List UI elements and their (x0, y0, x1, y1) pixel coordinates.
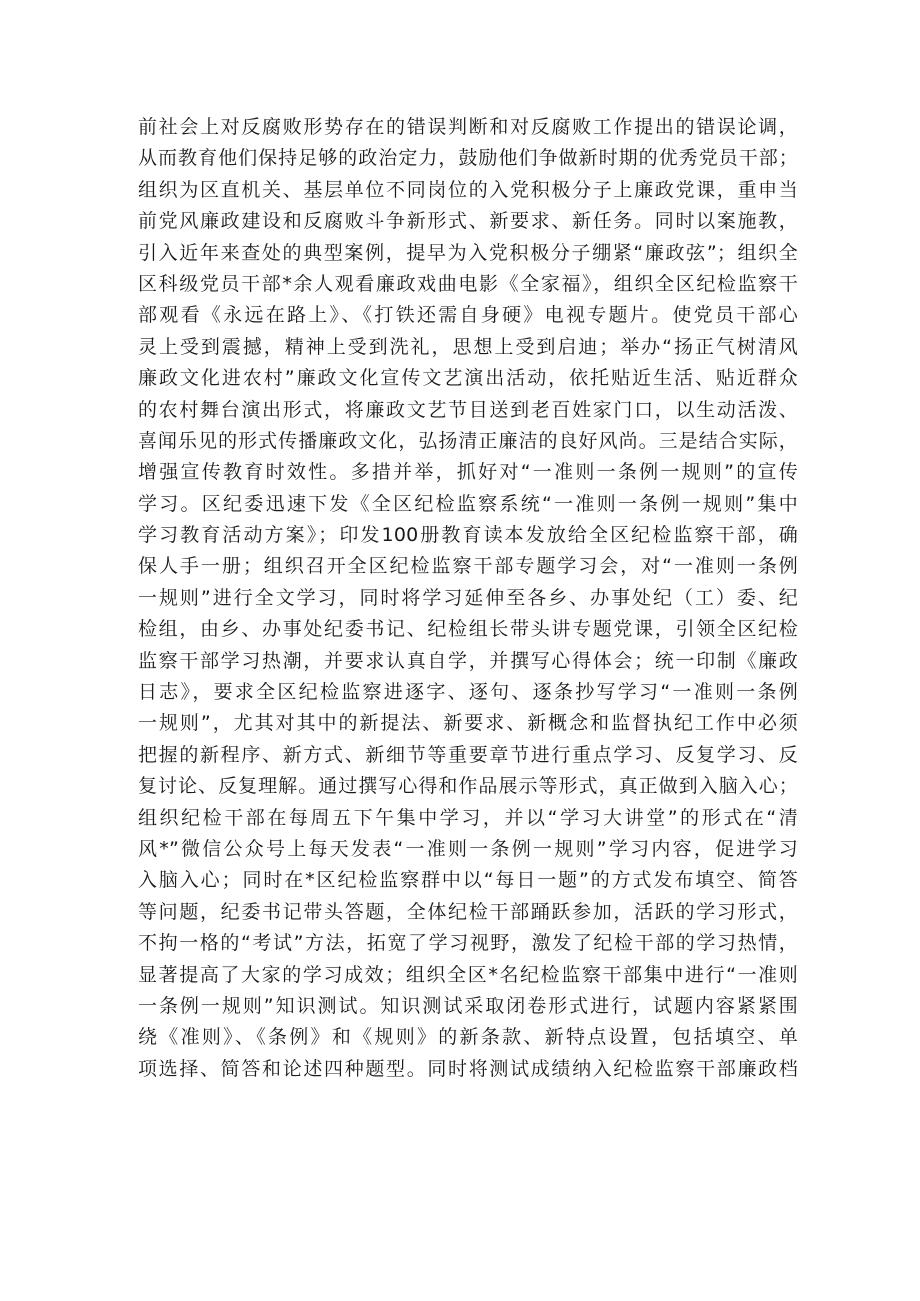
text-line: 前社会上对反腐败形势存在的错误判断和对反腐败工作提出的错误论调， (138, 116, 798, 138)
text-line: 一规则”进行全文学习，同时将学习延伸至各乡、办事处纪（工）委、纪 (138, 586, 798, 609)
text-line: 前党风廉政建设和反腐败斗争新形式、新要求、新任务。同时以案施教， (138, 210, 798, 233)
text-line: 喜闻乐见的形式传播廉政文化，弘扬清正廉洁的良好风尚。三是结合实际， (138, 429, 798, 452)
text-line: 等问题，纪委书记带头答题，全体纪检干部踊跃参加，活跃的学习形式， (138, 900, 798, 923)
text-line: 组织纪检干部在每周五下午集中学习，并以“学习大讲堂”的形式在“清 (138, 806, 798, 829)
text-line: 日志》，要求全区纪检监察进逐字、逐句、逐条抄写学习“一准则一条例 (138, 681, 798, 704)
text-line: 增强宣传教育时效性。多措并举，抓好对“一准则一条例一规则”的宣传 (138, 461, 798, 484)
text-line: 显著提高了大家的学习成效；组织全区*名纪检监察干部集中进行“一准则 (138, 963, 798, 986)
text-line: 一规则”，尤其对其中的新提法、新要求、新概念和监督执纪工作中必须 (138, 712, 798, 735)
text-line: 把握的新程序、新方式、新细节等重要章节进行重点学习、反复学习、反 (138, 743, 798, 766)
text-line: 区科级党员干部*余人观看廉政戏曲电影《全家福》，组织全区纪检监察干 (138, 272, 798, 295)
body-paragraph (138, 112, 798, 1085)
text-line: 不拘一格的“考试”方法，拓宽了学习视野，激发了纪检干部的学习热情， (138, 932, 798, 955)
text-line: 风*”微信公众号上每天发表“一准则一条例一规则”学习内容，促进学习 (138, 837, 798, 860)
text-line: 一条例一规则”知识测试。知识测试采取闭卷形式进行，试题内容紧紧围 (138, 994, 798, 1017)
text-line: 监察干部学习热潮，并要求认真自学，并撰写心得体会；统一印制《廉政 (138, 649, 798, 672)
text-line: 灵上受到震撼，精神上受到洗礼，思想上受到启迪；举办“扬正气树清风 (138, 335, 798, 358)
text-line: 的农村舞台演出形式，将廉政文艺节目送到老百姓家门口，以生动活泼、 (138, 398, 798, 421)
text-line: 廉政文化进农村”廉政文化宣传文艺演出活动，依托贴近生活、贴近群众 (138, 367, 798, 390)
text-line: 项选择、简答和论述四种题型。同时将测试成绩纳入纪检监察干部廉政档 (138, 1057, 798, 1080)
text-line: 学习。区纪委迅速下发《全区纪检监察系统“一准则一条例一规则”集中 (138, 492, 798, 515)
text-line: 入脑入心；同时在*区纪检监察群中以“每日一题”的方式发布填空、简答 (138, 869, 798, 892)
text-line: 保人手一册；组织召开全区纪检监察干部专题学习会，对“一准则一条例 (138, 555, 798, 578)
text-line: 组织为区直机关、基层单位不同岗位的入党积极分子上廉政党课，重申当 (138, 178, 798, 201)
text-line: 从而教育他们保持足够的政治定力，鼓励他们争做新时期的优秀党员干部； (138, 147, 798, 170)
text-line: 部观看《永远在路上》、《打铁还需自身硬》电视专题片。使党员干部心 (138, 304, 798, 327)
text-line: 复讨论、反复理解。通过撰写心得和作品展示等形式，真正做到入脑入心； (138, 775, 798, 798)
text-line: 检组，由乡、办事处纪委书记、纪检组长带头讲专题党课，引领全区纪检 (138, 618, 798, 641)
text-line: 引入近年来查处的典型案例，提早为入党积极分子绷紧“廉政弦”；组织全 (138, 241, 798, 264)
text-line: 绕《准则》、《条例》和《规则》的新条款、新特点设置，包括填空、单 (138, 1026, 798, 1049)
text-line: 学习教育活动方案》；印发100册教育读本发放给全区纪检监察干部，确 (138, 524, 798, 547)
